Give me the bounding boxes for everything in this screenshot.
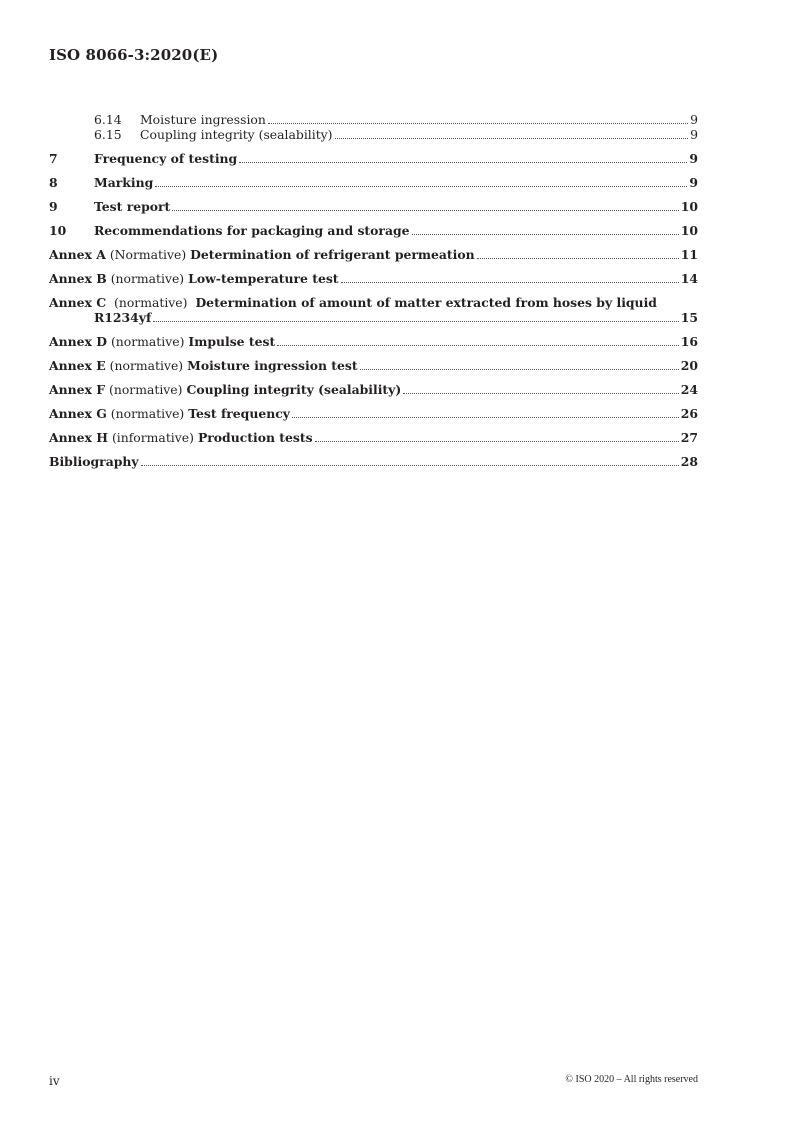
toc-number: 6.14 (94, 112, 122, 127)
toc-label: Frequency of testing (94, 151, 238, 166)
toc-page: 9 (689, 151, 698, 166)
toc-page: 24 (680, 382, 698, 397)
document-id: ISO 8066-3:2020(E) (49, 46, 219, 64)
toc-label: Recommendations for packaging and storage (94, 223, 410, 238)
dot-leader (360, 368, 679, 370)
toc-page: 15 (680, 310, 698, 325)
annex-label: Annex B (49, 271, 107, 286)
annex-kind: (normative) (114, 295, 188, 310)
dot-leader (172, 209, 678, 211)
toc-entry-annex-g[interactable] (49, 406, 698, 421)
annex-label: Annex E (49, 358, 106, 373)
toc-entry-10[interactable] (49, 223, 698, 238)
dot-leader (335, 137, 689, 139)
toc-label: Test report (94, 199, 171, 214)
dot-leader (155, 185, 687, 187)
toc-entry-7[interactable] (49, 151, 698, 166)
dot-leader (153, 320, 678, 322)
toc-label: Test frequency (188, 406, 290, 421)
toc-entry-annex-a[interactable] (49, 247, 698, 262)
toc-page: 11 (680, 247, 698, 262)
toc-entry-9[interactable] (49, 199, 698, 214)
toc-page: 14 (680, 271, 698, 286)
annex-label: Annex G (49, 406, 107, 421)
annex-c-second-line (94, 310, 698, 325)
toc-label: Determination of amount of matter extracted from hoses by liquid (195, 295, 657, 310)
toc-label: Marking (94, 175, 154, 190)
dot-leader (141, 464, 679, 466)
toc-label: Determination of refrigerant permeation (190, 247, 475, 262)
toc-label: Coupling integrity (sealability) (186, 382, 402, 397)
annex-kind: (informative) (111, 430, 194, 445)
copyright-notice: © ISO 2020 – All rights reserved (565, 1074, 698, 1085)
toc-number: 8 (49, 175, 58, 190)
toc-page: 16 (680, 334, 698, 349)
dot-leader (239, 161, 687, 163)
toc-label: Production tests (197, 430, 313, 445)
dot-leader (412, 233, 679, 235)
toc-label: Bibliography (49, 454, 139, 469)
annex-kind: (normative) (109, 382, 183, 397)
toc-page: 9 (690, 127, 698, 142)
toc-number: 9 (49, 199, 58, 214)
toc-label: Coupling integrity (sealability) (140, 127, 333, 142)
annex-kind: (normative) (110, 271, 185, 286)
annex-kind: (normative) (110, 406, 185, 421)
toc-entry-annex-h[interactable] (49, 430, 698, 445)
toc-page: 27 (680, 430, 698, 445)
table-of-contents (49, 112, 698, 469)
toc-entry-annex-f[interactable] (49, 382, 698, 397)
annex-label: Annex C (49, 295, 107, 310)
dot-leader (277, 344, 679, 346)
dot-leader (341, 281, 679, 283)
annex-kind: (normative) (109, 358, 184, 373)
toc-page: 10 (680, 223, 698, 238)
toc-label-continued: R1234yf (94, 310, 152, 325)
annex-label: Annex F (49, 382, 106, 397)
toc-number: 10 (49, 223, 67, 238)
toc-entry-bibliography[interactable] (49, 454, 698, 469)
annex-label: Annex H (49, 430, 108, 445)
toc-number: 6.15 (94, 127, 122, 142)
dot-leader (403, 392, 679, 394)
toc-label: Moisture ingression test (187, 358, 358, 373)
toc-entry-annex-b[interactable] (49, 271, 698, 286)
dot-leader (477, 257, 679, 259)
annex-c-first-line (49, 295, 698, 310)
toc-label: Impulse test (188, 334, 276, 349)
toc-page: 9 (689, 175, 698, 190)
toc-entry-6-15[interactable] (49, 127, 698, 142)
toc-entry-6-14[interactable] (49, 112, 698, 127)
toc-page: 26 (680, 406, 698, 421)
toc-label: Moisture ingression (140, 112, 266, 127)
toc-page: 9 (690, 112, 698, 127)
toc-number: 7 (49, 151, 58, 166)
toc-page: 10 (680, 199, 698, 214)
annex-label: Annex D (49, 334, 107, 349)
toc-entry-annex-c[interactable] (49, 295, 698, 325)
dot-leader (292, 416, 679, 418)
toc-page: 28 (680, 454, 698, 469)
dot-leader (268, 122, 688, 124)
toc-label: Low-temperature test (188, 271, 339, 286)
toc-entry-annex-d[interactable] (49, 334, 698, 349)
toc-page: 20 (680, 358, 698, 373)
annex-kind: (normative) (110, 334, 185, 349)
toc-entry-8[interactable] (49, 175, 698, 190)
annex-label: Annex A (49, 247, 106, 262)
annex-kind: (Normative) (109, 247, 187, 262)
toc-entry-annex-e[interactable] (49, 358, 698, 373)
dot-leader (315, 440, 679, 442)
page-number: iv (49, 1074, 60, 1088)
